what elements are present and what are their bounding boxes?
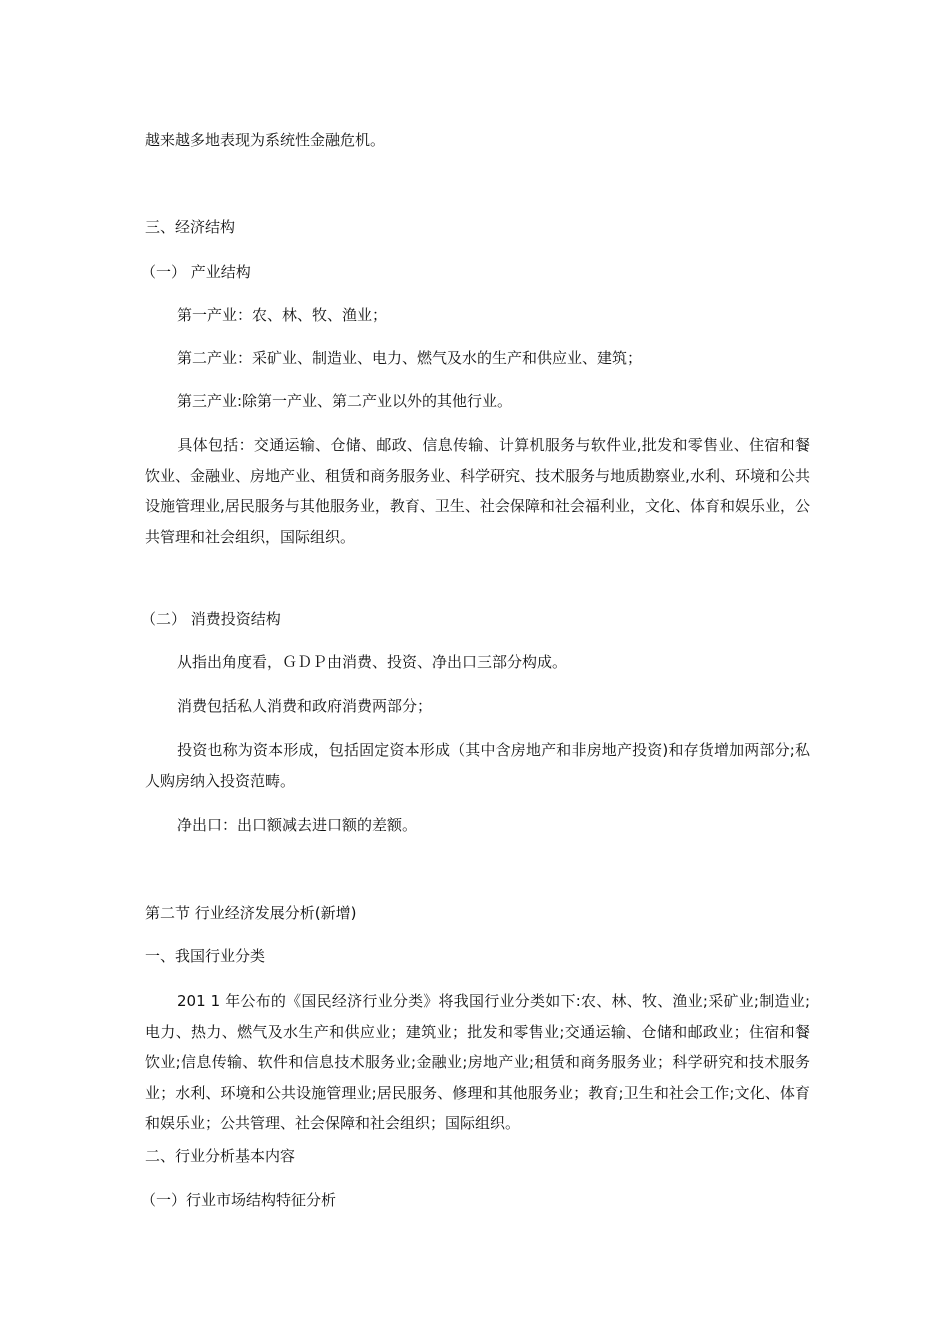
text-line: 消费包括私人消费和政府消费两部分； <box>177 697 433 715</box>
text-line: 第二产业：采矿业、制造业、电力、燃气及水的生产和供应业、建筑； <box>177 349 643 367</box>
paragraph-text: 具体包括：交通运输、仓储、邮政、信息传输、计算机服务与软件业,批发和零售业、住宿和餐饮业、金融业、房地产业、租赁和商务服务业、科学研究、技术服务与地质勘察业,水利、环境和公共设施管理业,居民服务与其他服务业，教育、卫生、社会保障和社会福利业，文化、体育和娱乐业，公共管理和社会组织，国际组织。 <box>145 436 810 546</box>
text-line: 第三产业:除第一产业、第二产业以外的其他行业。 <box>177 392 513 410</box>
section-heading: 一、我国行业分类 <box>145 947 266 965</box>
paragraph-text: 投资也称为资本形成，包括固定资本形成（其中含房地产和非房地产投资)和存货增加两部分;私人购房纳入投资范畴。 <box>145 741 810 790</box>
subsection-heading: （一） 产业结构 <box>141 263 251 281</box>
subsection-heading: （二） 消费投资结构 <box>141 610 281 628</box>
text-line: 从指出角度看，ＧＤＰ由消费、投资、净出口三部分构成。 <box>177 653 568 671</box>
paragraph <box>145 735 810 796</box>
section-heading: 二、行业分析基本内容 <box>145 1147 296 1165</box>
text-line: 越来越多地表现为系统性金融危机。 <box>145 131 386 149</box>
paragraph <box>145 986 810 1139</box>
section-heading: 三、经济结构 <box>145 218 236 236</box>
chapter-heading: 第二节 行业经济发展分析(新增) <box>145 904 357 922</box>
paragraph-text: 201 1 年公布的《国民经济行业分类》将我国行业分类如下:农、林、牧、渔业;采矿业;制造业;电力、热力、燃气及水生产和供应业；建筑业；批发和零售业;交通运输、仓储和邮政业；住宿和餐饮业;信息传输、软件和信息技术服务业;金融业;房地产业;租赁和商务服务业；科学研究和技术服务业；水利、环境和公共设施管理业;居民服务、修理和其他服务业；教育;卫生和社会工作;文化、体育和娱乐业；公共管理、社会保障和社会组织；国际组织。 <box>145 992 810 1132</box>
text-line: 净出口：出口额减去进口额的差额。 <box>177 816 418 834</box>
subsection-heading: （一）行业市场结构特征分析 <box>141 1191 337 1209</box>
paragraph <box>145 430 810 552</box>
text-line: 第一产业：农、林、牧、渔业； <box>177 306 388 324</box>
